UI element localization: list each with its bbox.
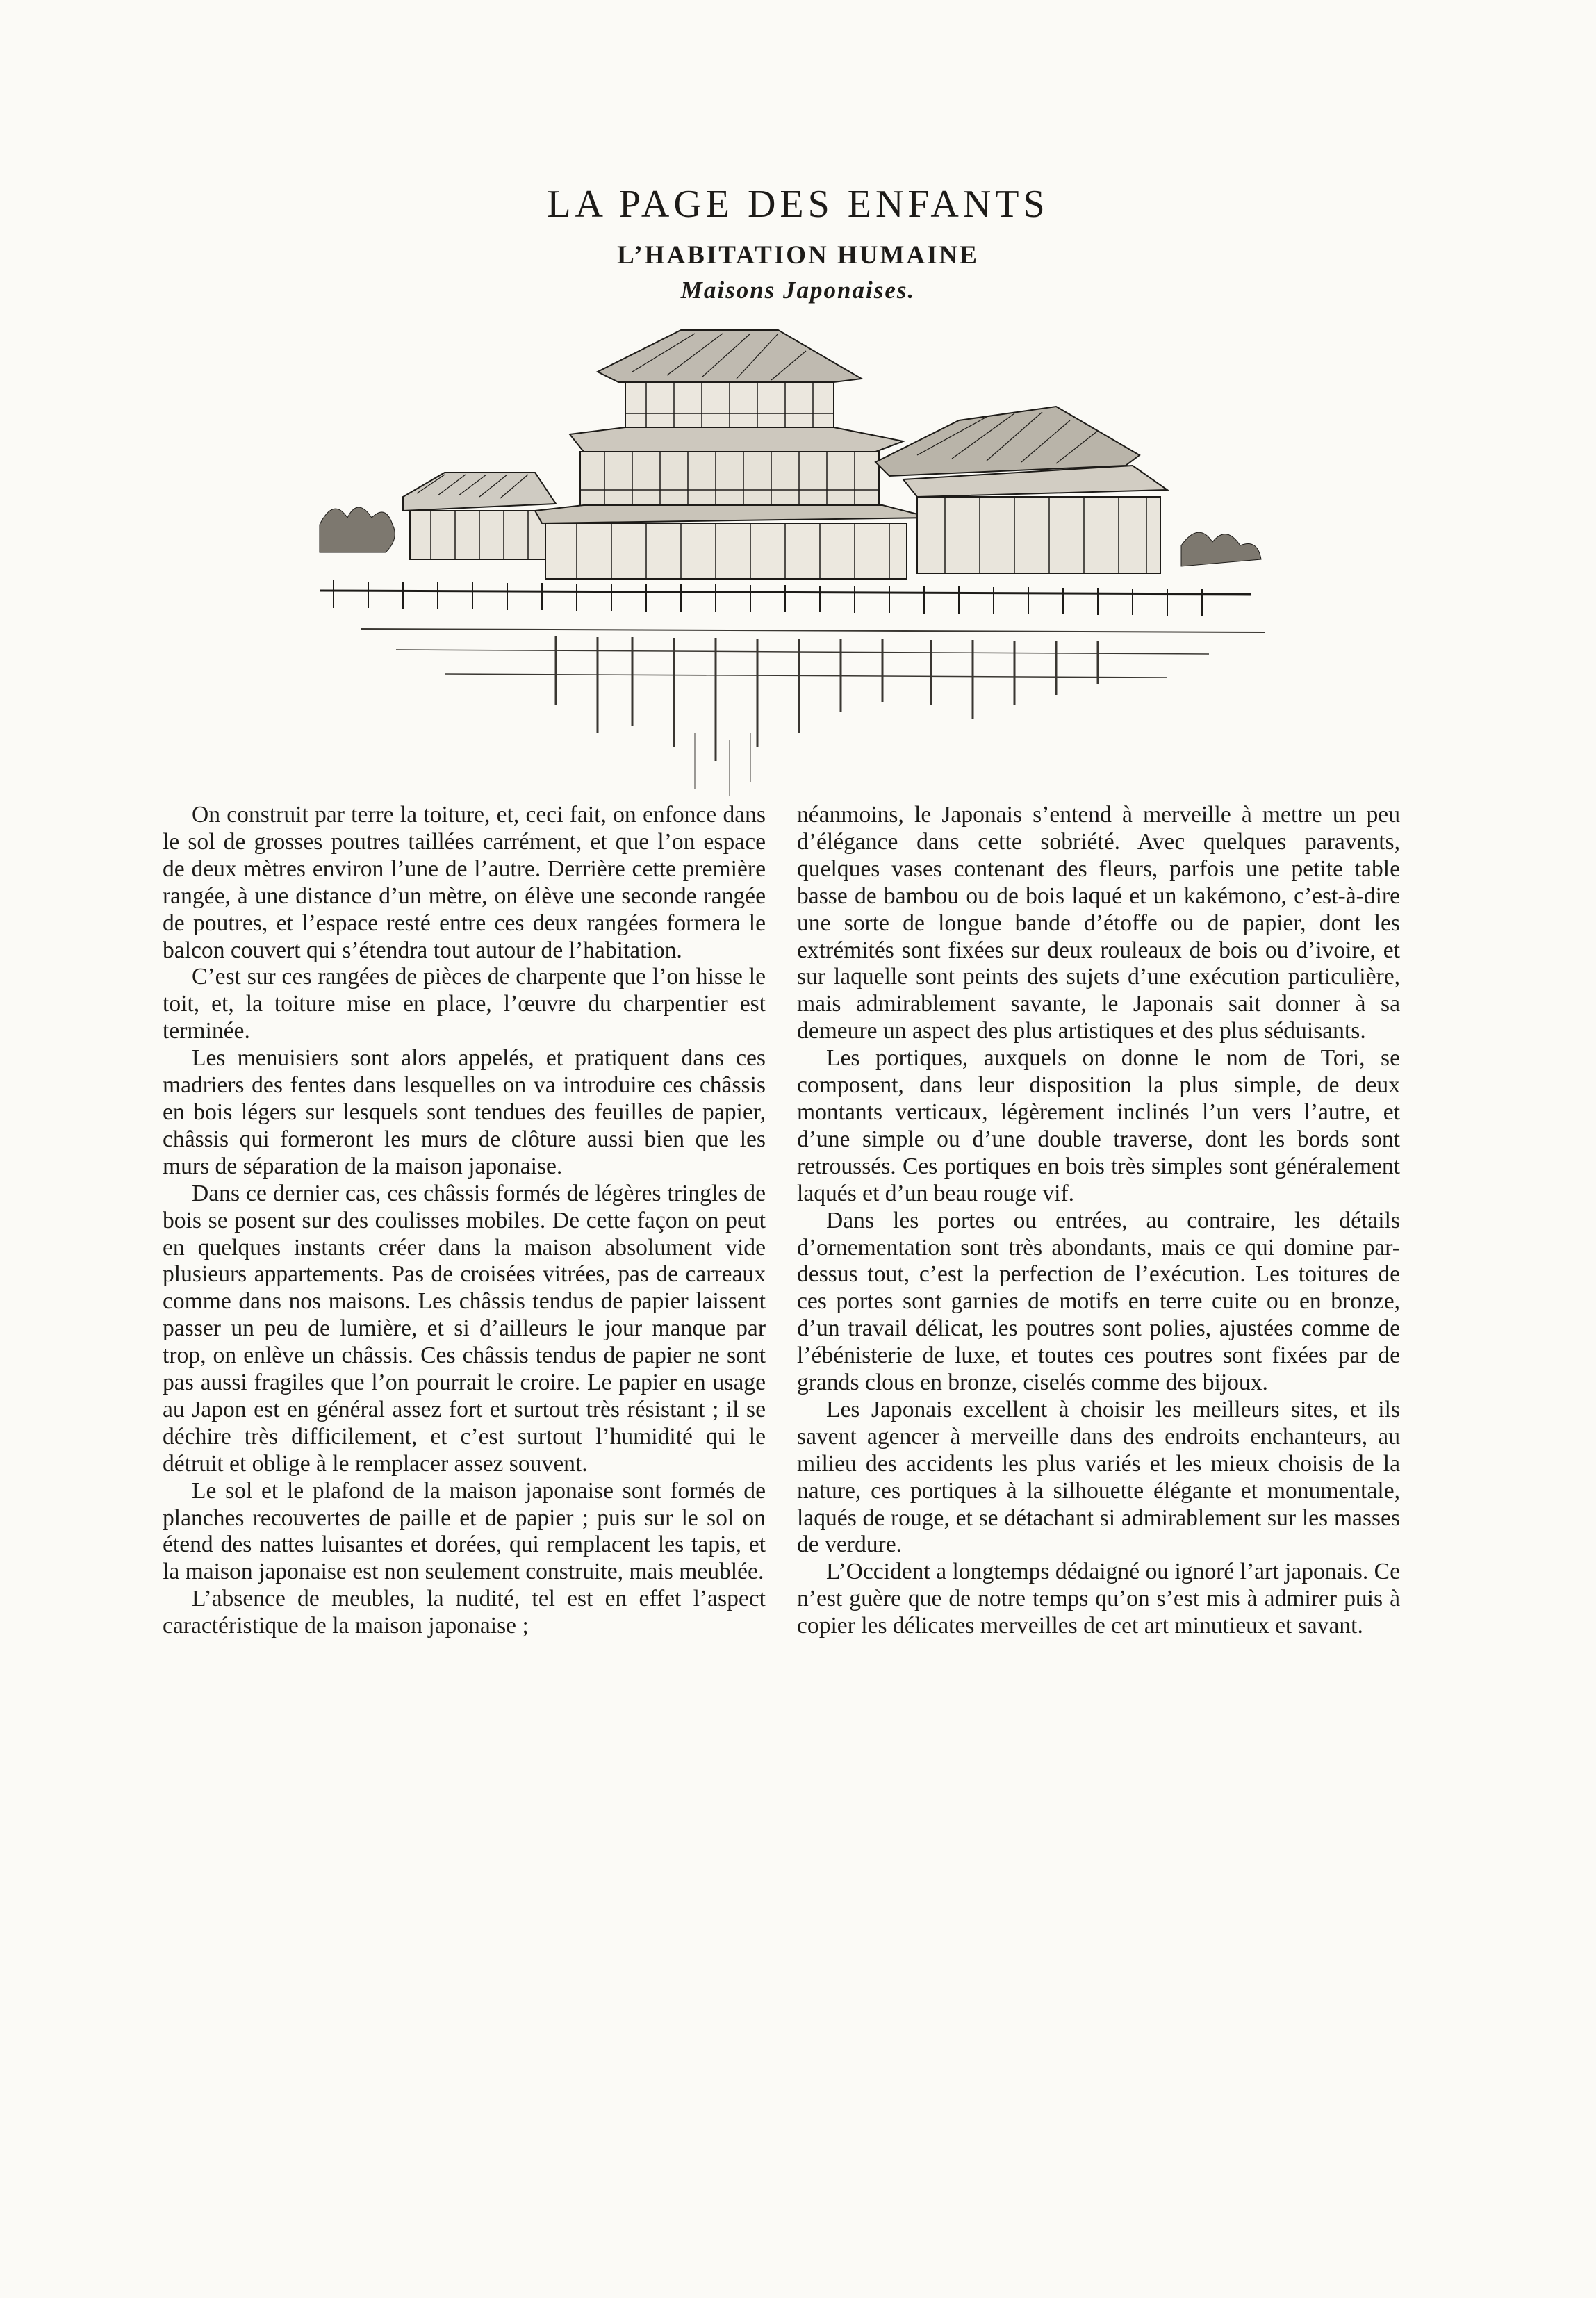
article-title: L’HABITATION HUMAINE	[617, 241, 979, 270]
paragraph: Dans les portes ou entrées, au contraire, les détails d’ornementation sont très abondants, mais ce qui domine par-dessus tout, c’est la perfection de l’exécution. Les toitures de ces portes sont garnies de motifs en terre cuite ou en bronze, d’un travail délicat, les poutres sont polies, ajustées comme de l’ébénisterie de luxe, et toutes ces poutres sont fixées par de grands clous en bronze, ciselés comme des bijoux.	[797, 1207, 1400, 1396]
paragraph: Les portiques, auxquels on donne le nom de Tori, se composent, dans leur disposition la plus simple, de deux montants verticaux, légèrement inclinés l’un vers l’autre, et d’une simple ou d’une double traverse, dont les bords sont retroussés. Ces portiques en bois très simples sont généralement laqués et d’un beau rouge vif.	[797, 1045, 1400, 1206]
japanese-house-engraving	[306, 316, 1292, 803]
paragraph: L’Occident a longtemps dédaigné ou ignoré l’art japonais. Ce n’est guère que de notre temps qu’on s’est mis à admirer puis à copier les délicates merveilles de cet art minutieux et savant.	[797, 1559, 1400, 1639]
paragraph: On construit par terre la toiture, et, ceci fait, on enfonce dans le sol de grosses poutres taillées carrément, et que l’on espace de deux mètres environ l’une de l’autre. Derrière cette première rangée, à une distance d’un mètre, on élève une seconde rangée de poutres, et l’espace resté entre ces deux rangées formera le balcon couvert qui s’étendra tout autour de l’habitation.	[163, 802, 766, 963]
paragraph: Les Japonais excellent à choisir les meilleurs sites, et ils savent agencer à merveille dans des endroits enchanteurs, au milieu des accidents les plus variés et les mieux choisis de la nature, ces portiques à la silhouette élégante et monumentale, laqués de rouge, et se détachant si admirablement sur les masses de verdure.	[797, 1396, 1400, 1558]
paragraph: C’est sur ces rangées de pièces de charpente que l’on hisse le toit, et, la toiture mise en place, l’œuvre du charpentier est terminée.	[163, 964, 766, 1044]
paragraph: Dans ce dernier cas, ces châssis formés de légères tringles de bois se posent sur des coulisses mobiles. De cette façon on peut en quelques instants créer dans la maison absolument vide plusieurs appartements. Pas de croisées vitrées, pas de carreaux comme dans nos maisons. Les châssis tendus de papier laissent passer un peu de lumière, et si d’ailleurs le jour manque par trop, on enlève un châssis. Ces châssis tendus de papier ne sont pas aussi fragiles que l’on pourrait le croire. Le papier en usage au Japon est en général assez fort et surtout très résistant ; il se déchire très difficilement, et c’est surtout l’humidité qui le détruit et oblige à le remplacer assez souvent.	[163, 1180, 766, 1477]
water-reflection	[361, 629, 1265, 796]
column-left	[163, 802, 766, 1640]
paragraph: Le sol et le plafond de la maison japonaise sont formés de planches recouvertes de paille et de papier ; puis sur le sol on étend des nattes luisantes et dorées, qui remplacent les tapis, et la maison japonaise est non seulement construite, mais meublée.	[163, 1477, 766, 1585]
article-subtitle: Maisons Japonaises.	[680, 277, 916, 304]
column-right	[797, 802, 1400, 1640]
house-drawing	[320, 330, 1261, 616]
paragraph: L’absence de meubles, la nudité, tel est en effet l’aspect caractéristique de la maison japonaise ;	[163, 1586, 766, 1639]
paragraph: Les menuisiers sont alors appelés, et pratiquent dans ces madriers des fentes dans lesquelles on va introduire ces châssis en bois légers sur lesquels sont tendues des feuilles de papier, châssis qui formeront les murs de clôture aussi bien que les murs de séparation de la maison japonaise.	[163, 1045, 766, 1179]
page-title: LA PAGE DES ENFANTS	[547, 183, 1049, 226]
paragraph: néanmoins, le Japonais s’entend à merveille à mettre un peu d’élégance dans cette sobriété. Avec quelques paravents, quelques vases contenant des fleurs, parfois une petite table basse de bambou ou de bois laqué et un kakémono, c’est-à-dire une sorte de longue bande d’étoffe ou de papier, dont les extrémités sont fixées sur deux rouleaux de bois ou d’ivoire, et sur laquelle sont peints des sujets d’une exécution particulière, mais admirablement savante, le Japonais sait donner à sa demeure un aspect des plus artistiques et des plus séduisants.	[797, 802, 1400, 1044]
